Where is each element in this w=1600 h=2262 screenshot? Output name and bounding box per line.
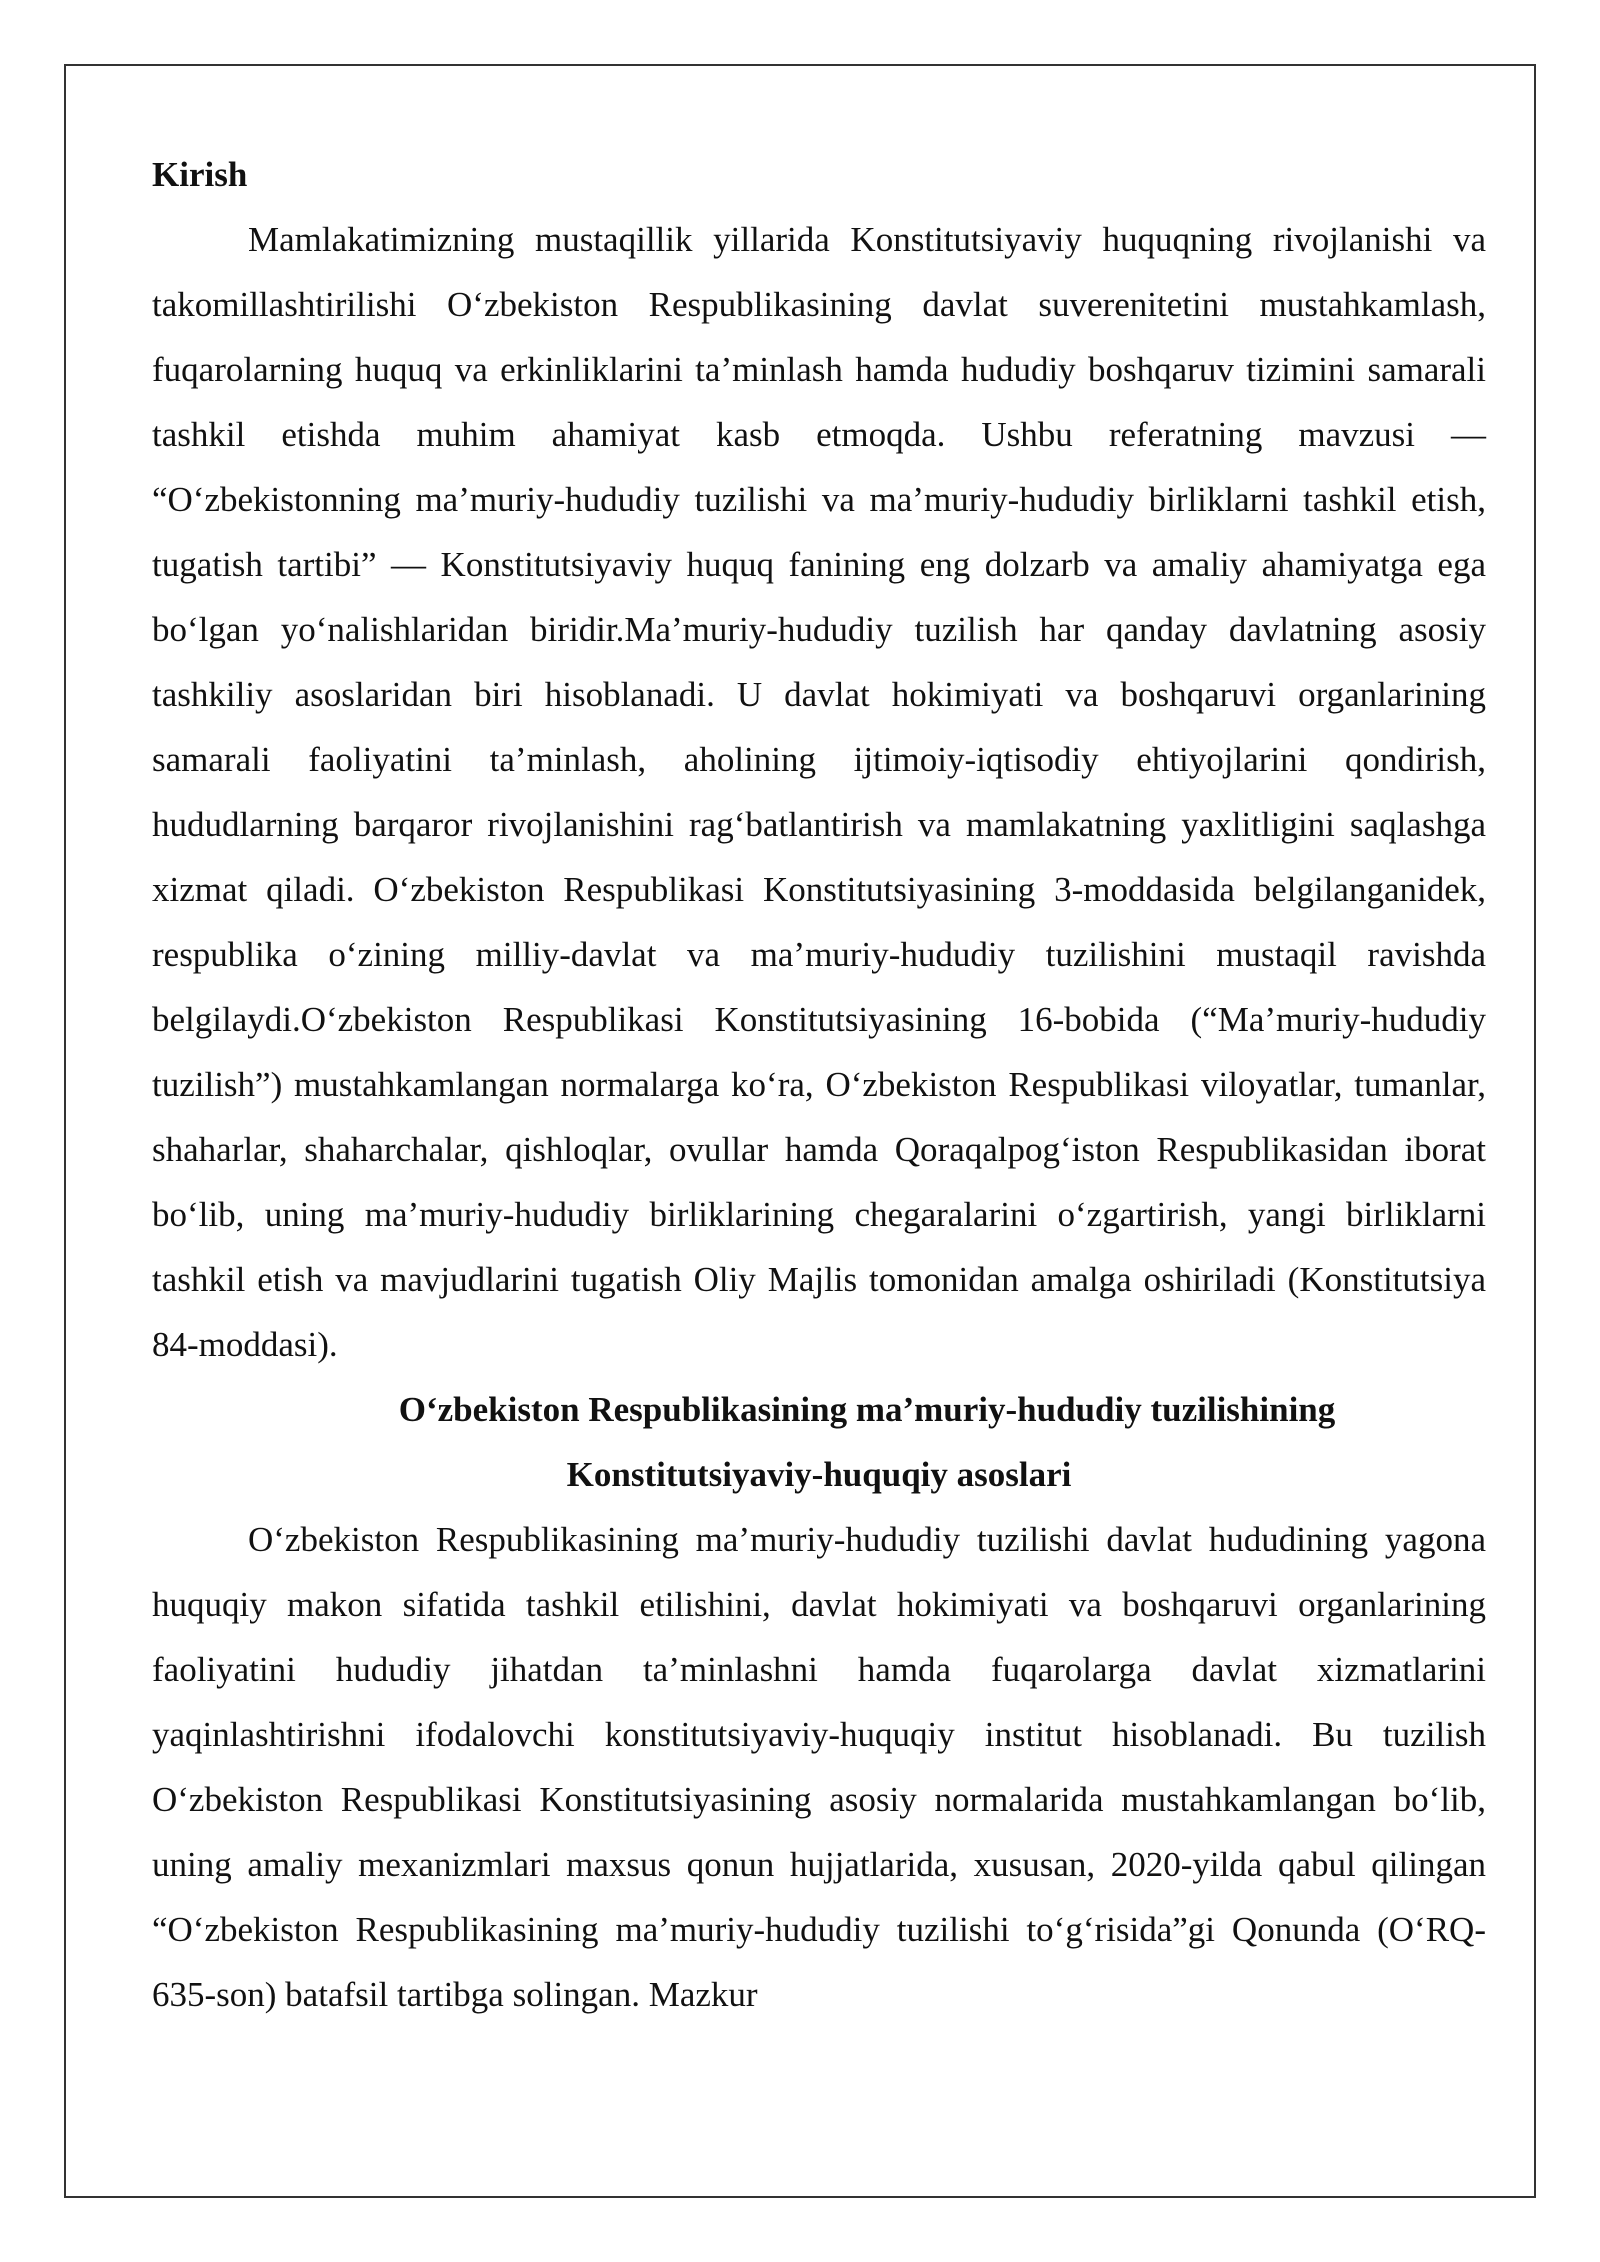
intro-paragraph: Mamlakatimizning mustaqillik yillarida Konstitutsiyaviy huquqning rivojlanishi va takomillashtirilishi O‘zbekiston Respublikasining davlat suverenitetini mustahkamlash, fuqarolarning huquq va erkinliklarini ta’minlash hamda hududiy boshqaruv tizimini samarali tashkil etishda muhim ahamiyat kasb etmoqda. Ushbu referatning mavzusi — “O‘zbekistonning ma’muriy-hududiy tuzilishi va ma’muriy-hududiy birliklarni tashkil etish, tugatish tartibi” — Konstitutsiyaviy huquq fanining eng dolzarb va amaliy ahamiyatga ega bo‘lgan yo‘nalishlaridan biridir.Ma’muriy-hududiy tuzilish har qanday davlatning asosiy tashkiliy asoslaridan biri hisoblanadi. U davlat hokimiyati va boshqaruvi organlarining samarali faoliyatini ta’minlash, aholining ijtimoiy-iqtisodiy ehtiyojlarini qondirish, hududlarning barqaror rivojlanishini rag‘batlantirish va mamlakatning yaxlitligini saqlashga xizmat qiladi. O‘zbekiston Respublikasi Konstitutsiyasining 3-moddasida belgilanganidek, respublika o‘zining milliy-davlat va ma’muriy-hududiy tuzilishini mustaqil ravishda belgilaydi.O‘zbekiston Respublikasi Konstitutsiyasining 16-bobida (“Ma’muriy-hududiy tuzilish”) mustahkamlangan normalarga ko‘ra, O‘zbekiston Respublikasi viloyatlar, tumanlar, shaharlar, shaharchalar, qishloqlar, ovullar hamda Qoraqalpog‘iston Respublikasidan iborat bo‘lib, uning ma’muriy-hududiy birliklarining chegaralarini o‘zgartirish, yangi birliklarni tashkil etish va mavjudlarini tugatish Oliy Majlis tomonidan amalga oshiriladi (Konstitutsiya 84-moddasi). [152, 220, 1486, 1364]
document-body [152, 142, 1486, 2027]
section-paragraph: O‘zbekiston Respublikasining ma’muriy-hududiy tuzilishi davlat hududining yagona huquqiy makon sifatida tashkil etilishini, davlat hokimiyati va boshqaruvi organlarining faoliyatini hududiy jihatdan ta’minlashni hamda fuqarolarga davlat xizmatlarini yaqinlashtirishni ifodalovchi konstitutsiyaviy-huquqiy institut hisoblanadi. Bu tuzilish O‘zbekiston Respublikasi Konstitutsiyasining asosiy normalarida mustahkamlangan bo‘lib, uning amaliy mexanizmlari maxsus qonun hujjatlarida, xususan, 2020-yilda qabul qilingan “O‘zbekiston Respublikasining ma’muriy-hududiy tuzilishi to‘g‘risida”gi Qonunda (O‘RQ-635-son) batafsil tartibga solingan. Mazkur [152, 1520, 1486, 2014]
section-heading [152, 1377, 1486, 1507]
section-heading-line2: Konstitutsiyaviy-huquqiy asoslari [566, 1455, 1072, 1494]
section-heading-line1: O‘zbekiston Respublikasining ma’muriy-hududiy tuzilishining [398, 1390, 1336, 1429]
intro-heading: Kirish [152, 155, 248, 194]
